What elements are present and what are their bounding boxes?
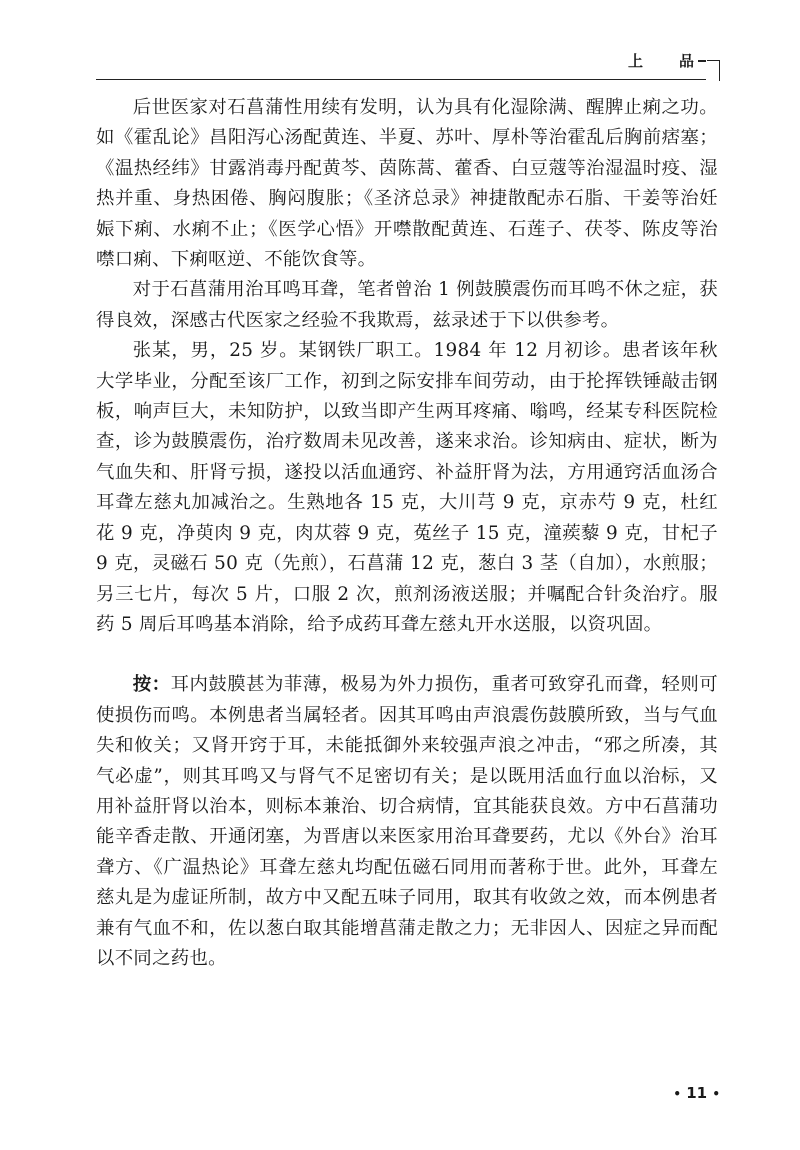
folio-bullet-left: • bbox=[673, 1087, 681, 1101]
header-ornament-hook bbox=[707, 60, 720, 81]
commentary-text: 耳内鼓膜甚为菲薄，极易为外力损伤，重者可致穿孔而聋，轻则可使损伤而鸣。本例患者当属轻者。因其耳鸣由声浪震伤鼓膜所致，当与气血失和攸关；又肾开窍于耳，未能抵御外来较强声浪之冲击，“邪之所凑，其气必虚”，则其耳鸣又与肾气不足密切有关；是以既用活血行血以治标，又用补益肝肾以治本，则标本兼治、切合病情，宜其能获良效。方中石菖蒲功能辛香走散、开通闭塞，为晋唐以来医家用治耳聋要药，尤以《外台》治耳聋方、《广温热论》耳聋左慈丸均配伍磁石同用而著称于世。此外，耳聋左慈丸是为虚证所制，故方中又配五味子同用，取其有收敛之效，而本例患者兼有气血不和，佐以葱白取其能增菖蒲走散之力；无非因人、因症之异而配以不同之药也。 bbox=[96, 674, 719, 969]
case-record-paragraph: 张某，男，25 岁。某钢铁厂职工。1984 年 12 月初诊。患者该年秋大学毕业，分配至该厂工作，初到之际安排车间劳动，由于抡挥铁锤敲击钢板，响声巨大，未知防护，以致当即产生两耳疼痛、嗡鸣，经某专科医院检查，诊为鼓膜震伤，治疗数周未见改善，遂来求治。诊知病由、症状，断为气血失和、肝肾亏损，遂投以活血通窍、补益肝肾为法，方用通窍活血汤合耳聋左慈丸加减治之。生熟地各 15 克，大川芎 9 克，京赤芍 9 克，杜红花 9 克，净萸肉 9 克，肉苁蓉 9 克，菟丝子 15 克，潼蒺藜 9 克，甘杞子 9 克，灵磁石 50 克（先煎），石菖蒲 12 克，葱白 3 茎（自加），水煎服；另三七片，每次 5 片，口服 2 次，煎剂汤液送服；并嘱配合针灸治疗。服药 5 周后耳鸣基本消除，给予成药耳聋左慈丸开水送服，以资巩固。 bbox=[96, 340, 718, 635]
body-paragraph-1: 后世医家对石菖蒲性用续有发明，认为具有化湿除满、醒脾止痢之功。如《霍乱论》昌阳泻心汤配黄连、半夏、苏叶、厚朴等治霍乱后胸前痞塞；《温热经纬》甘露消毒丹配黄芩、茵陈蒿、藿香、白豆蔻等治湿温时疫、湿热并重、身热困倦、胸闷腹胀；《圣济总录》神捷散配赤石脂、干姜等治妊娠下痢、水痢不止；《医学心悟》开噤散配黄连、石莲子、茯苓、陈皮等治噤口痢、下痢呕逆、不能饮食等。 bbox=[96, 97, 718, 271]
running-head-char-2: 品 bbox=[678, 52, 694, 70]
folio-bullet-right: • bbox=[712, 1087, 720, 1101]
page-body bbox=[96, 93, 718, 974]
commentary-paragraph bbox=[96, 670, 718, 974]
page-folio bbox=[673, 1084, 720, 1102]
header-rule bbox=[96, 79, 706, 80]
running-head-title bbox=[628, 50, 694, 71]
running-header bbox=[96, 40, 720, 80]
commentary-label: 按： bbox=[132, 674, 171, 696]
header-ornament-dash bbox=[698, 60, 706, 62]
running-head-char-1: 上 bbox=[627, 52, 643, 70]
body-paragraph-2: 对于石菖蒲用治耳鸣耳聋，笔者曾治 1 例鼓膜震伤而耳鸣不休之症，获得良效，深感古代医家之经验不我欺焉，兹录述于下以供参考。 bbox=[96, 279, 718, 331]
page-number: 11 bbox=[686, 1084, 708, 1102]
